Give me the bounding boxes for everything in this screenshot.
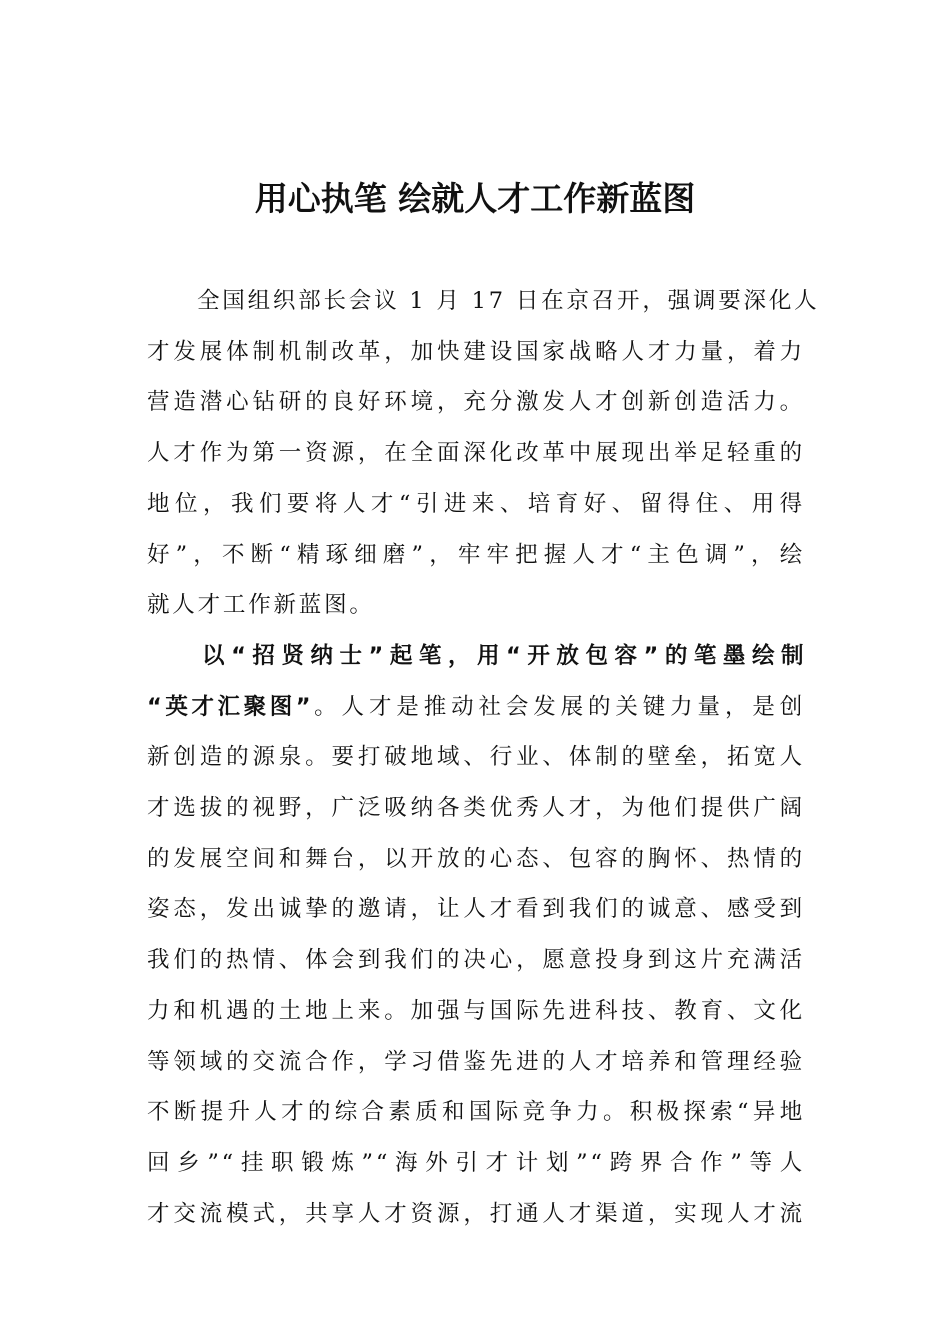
text-line: 地位，我们要将人才“引进来、培育好、留得住、用得 — [147, 490, 805, 517]
text-line: 营造潜心钻研的良好环境，充分激发人才创新创造活力。 — [147, 389, 805, 416]
text-line: 姿态，发出诚挚的邀请，让人才看到我们的诚意、感受到 — [147, 896, 805, 923]
text-line: 就人才工作新蓝图。 — [147, 592, 375, 619]
text-line: 回乡”“挂职锻炼”“海外引才计划”“跨界合作”等人 — [147, 1149, 805, 1176]
text-line: 力和机遇的土地上来。加强与国际先进科技、教育、文化 — [147, 997, 805, 1024]
text-line: 才交流模式，共享人才资源，打通人才渠道，实现人才流 — [147, 1200, 805, 1227]
text-line: 全国组织部长会议 1 月 17 日在京召开，强调要深化人 — [197, 288, 820, 314]
paragraph-2 — [147, 631, 805, 1239]
text-line: 才选拔的视野，广泛吸纳各类优秀人才，为他们提供广阔 — [147, 795, 805, 822]
text-line: 才发展体制机制改革，加快建设国家战略人才力量，着力 — [147, 338, 805, 365]
lead-sentence-end: “英才汇聚图” — [147, 693, 313, 720]
paragraph-1 — [147, 276, 820, 631]
text-line: 我们的热情、体会到我们的决心，愿意投身到这片充满活 — [147, 947, 805, 974]
lead-sentence: 以“招贤纳士”起笔，用“开放包容”的笔墨绘制 — [197, 642, 805, 669]
text-line — [147, 631, 805, 682]
text-line: 不断提升人才的综合素质和国际竞争力。积极探索“异地 — [147, 1099, 805, 1126]
text-line: “英才汇聚图”。人才是推动社会发展的关键力量，是创 — [147, 693, 806, 720]
text-line: 人才作为第一资源，在全面深化改革中展现出举足轻重的 — [147, 440, 805, 467]
text-line: 好”，不断“精琢细磨”，牢牢把握人才“主色调”，绘 — [147, 541, 805, 568]
document-body — [147, 276, 820, 1239]
text-line: 等领域的交流合作，学习借鉴先进的人才培养和管理经验 — [147, 1048, 805, 1075]
text-line: 的发展空间和舞台，以开放的心态、包容的胸怀、热情的 — [147, 845, 805, 872]
document-title: 用心执笔 绘就人才工作新蓝图 — [254, 179, 696, 218]
text-line: 新创造的源泉。要打破地域、行业、体制的壁垒，拓宽人 — [147, 744, 805, 771]
